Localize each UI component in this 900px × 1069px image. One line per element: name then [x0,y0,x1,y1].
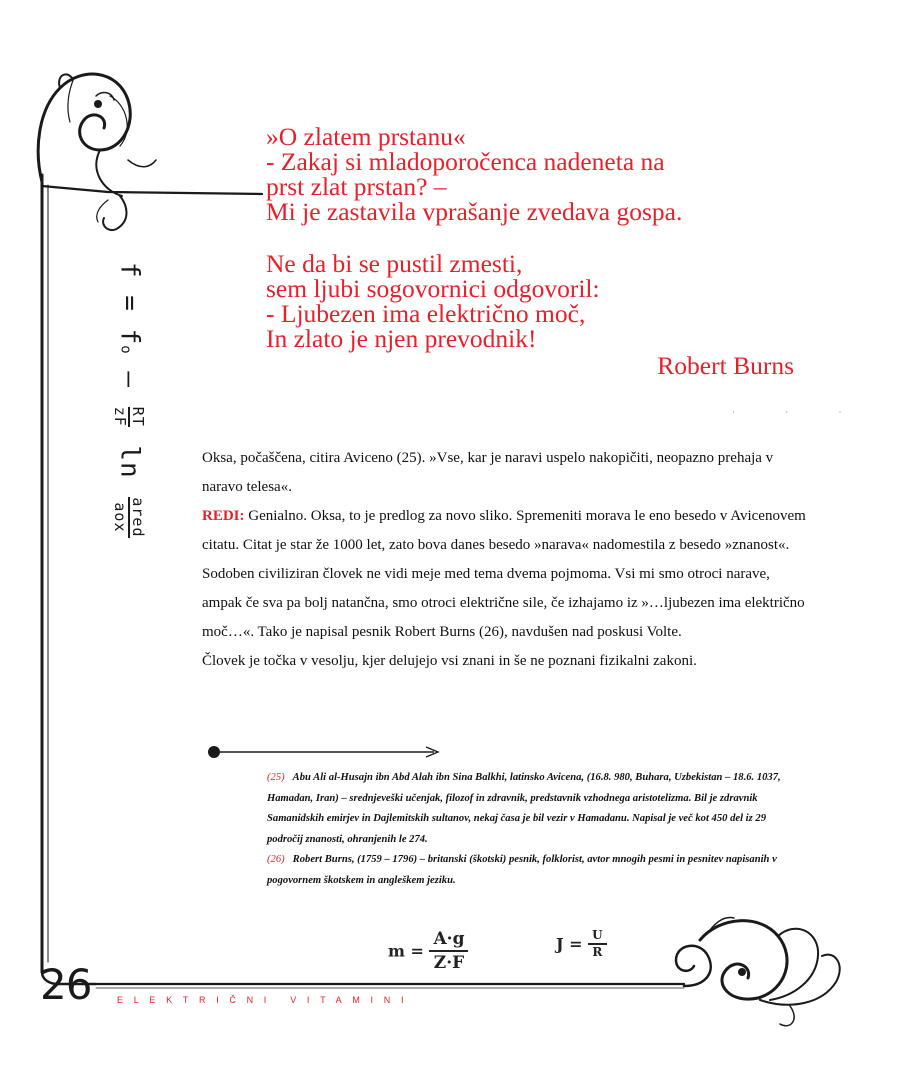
side-formula-ratio: ared aox [111,497,147,538]
redi-label: REDI: [202,508,245,524]
running-title: ELEKTRIČNI VITAMINI [117,995,415,1005]
body-paragraph-redi: REDI: Genialno. Oksa, to je predlog za novo sliko. Spremeniti morava le eno besedo v Avicenovem citatu. Citat je star že 1000 let, zato bova danes besedo »narava« nadomestila z besedo »znanost«. Sodoben civiliziran človek ne vidi meje med tema dvema pojmoma. Vsi mi smo otroci narave, ampak če sva pa bolj natančna, smo otroci električne sile, če izhajamo iz »…ljubezen ima električno moč…«. Tako je napisal pesnik Robert Burns (26), navdušen nad poskusi Volte. [202,508,806,640]
body-paragraph: Človek je točka v vesolju, kjer delujejo vsi znani in še ne poznani fizikalni zakoni. [202,653,697,669]
page-number: 26 [40,960,92,1009]
poem-line: Mi je zastavila vprašanje zvedava gospa. [266,197,683,226]
body-paragraph: Oksa, počaščena, citira Aviceno (25). »Vse, kar je naravi uspelo nakopičiti, neopazno prehaja v naravo telesa«. [202,450,774,495]
side-formula: f = fo – RT zF ln ared aox [111,262,147,538]
poem-line: - Zakaj si mladoporočenca nadeneta na [266,147,665,176]
bottom-scroll-flourish-icon [676,918,840,1026]
footnote: (25) Abu Ali al-Husajn ibn Abd Alah ibn Sina Balkhi, latinsko Avicena, (16.8. 980, Buhara, Uzbekistan – 18.6. 1037, Hamadan, Iran) – srednjeveški učenjak, filozof in zdravnik, predstavnik vzhodnega aristotelizma. Bil je zdravnik Samanidskih emirjev in Dajlemitskih sultanov, nekaj časa je bil vezir v Hamadanu. Napisal je več kot 450 del iz 29 področij znanosti, ohranjenih le 274. [267,772,781,845]
poem-line: sem ljubi sogovornici odgovoril: [266,274,600,303]
faraday-formula: m = $\frac{A\cdot g}{Z\cdot F}$ [388,928,468,974]
poem-line: - Ljubezen ima električno moč, [266,299,586,328]
poem-line: prst zlat prstan? – [266,172,447,201]
poem-line: Ne da bi se pustil zmesti, [266,249,523,278]
body-text [202,444,812,676]
footnote: (26) Robert Burns, (1759 – 1796) – britanski (škotski) pesnik, folklorist, avtor mnogih pesmi in pesnitev napisanih v pogovornem škotskem in angleškem jeziku. [267,854,777,886]
ohm-formula: J = $\frac{U}{R}$ [556,928,607,960]
poem-line: In zlato je njen prevodnik! [266,324,537,353]
top-scroll-flourish-icon [38,74,156,230]
poem-line: »O zlatem prstanu« [266,122,466,151]
poem-author: Robert Burns [657,351,794,380]
faraday-fraction: $\frac{A\cdot g}{Z\cdot F}$ [429,928,468,974]
poem-block [266,124,806,378]
side-formula-fraction: RT zF [111,406,147,427]
footnotes [267,768,797,891]
pointer-arrow-icon [206,743,444,761]
decorative-ticks: · · · [732,407,866,417]
ohm-fraction: $\frac{U}{R}$ [588,928,606,960]
